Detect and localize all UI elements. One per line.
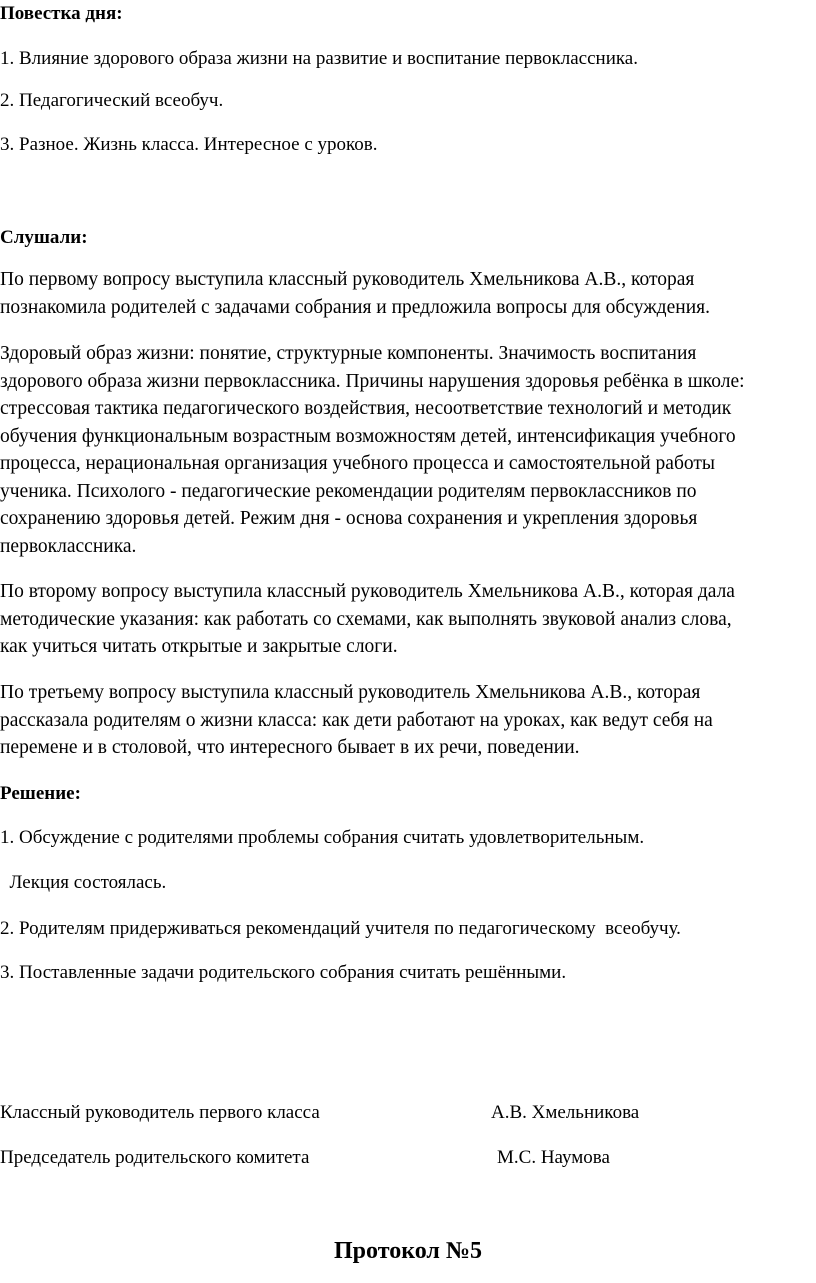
heard-paragraph-4 <box>0 679 713 762</box>
signature-role: Классный руководитель первого класса <box>0 1102 320 1123</box>
text-line: процесса, нерациональная организация учебного процесса и самостоятельной работы <box>0 453 715 474</box>
text-line: По второму вопросу выступила классный руководитель Хмельникова А.В., которая дала <box>0 581 735 602</box>
decision-note: Лекция состоялась. <box>0 872 167 893</box>
decision-item: 1. Обсуждение с родителями проблемы собрания считать удовлетворительным. <box>0 827 645 848</box>
text-line: По первому вопросу выступила классный руководитель Хмельникова А.В., которая <box>0 269 695 290</box>
text-line: первоклассника. <box>0 535 137 557</box>
heard-heading: Слушали: <box>0 227 88 248</box>
text-line: рассказала родителям о жизни класса: как дети работают на уроках, как ведут себя на <box>0 709 713 731</box>
text-line: сохранению здоровья детей. Режим дня - основа сохранения и укрепления здоровья <box>0 508 698 529</box>
signature-name: М.С. Наумова <box>497 1147 610 1168</box>
text-line: По третьему вопросу выступила классный руководитель Хмельникова А.В., которая <box>0 682 701 703</box>
decision-heading: Решение: <box>0 783 81 804</box>
text-line: ученика. Психолого - педагогические рекомендации родителям первоклассников по <box>0 480 697 502</box>
text-line: познакомила родителей с задачами собрания и предложила вопросы для обсуждения. <box>0 296 710 318</box>
text-line: Здоровый образ жизни: понятие, структурные компоненты. Значимость воспитания <box>0 343 697 364</box>
text-line: перемене и в столовой, что интересного бывает в их речи, поведении. <box>0 737 580 758</box>
signature-name: А.В. Хмельникова <box>491 1102 640 1123</box>
heard-paragraph-3 <box>0 578 735 661</box>
agenda-item: 1. Влияние здорового образа жизни на развитие и воспитание первоклассника. <box>0 48 638 69</box>
text-line: обучения функциональным возрастным возможностям детей, интенсификация учебного <box>0 425 736 447</box>
agenda-heading: Повестка дня: <box>0 3 123 24</box>
signature-role: Председатель родительского комитета <box>0 1147 310 1168</box>
agenda-item: 2. Педагогический всеобуч. <box>0 90 224 111</box>
text-line: методические указания: как работать со схемами, как выполнять звуковой анализ слова, <box>0 608 732 630</box>
decision-item: 3. Поставленные задачи родительского собрания считать решёнными. <box>0 962 567 983</box>
agenda-item: 3. Разное. Жизнь класса. Интересное с уроков. <box>0 134 378 155</box>
decision-item: 2. Родителям придерживаться рекомендаций учителя по педагогическому всеобучу. <box>0 918 681 939</box>
text-line: здорового образа жизни первоклассника. Причины нарушения здоровья ребёнка в школе: <box>0 370 745 392</box>
heard-paragraph-2 <box>0 340 745 560</box>
text-line: стрессовая тактика педагогического воздействия, несоответствие технологий и методик <box>0 398 732 419</box>
protocol-title: Протокол №5 <box>334 1238 482 1264</box>
text-line: как учиться читать открытые и закрытые слоги. <box>0 636 398 657</box>
heard-paragraph-1 <box>0 266 710 321</box>
